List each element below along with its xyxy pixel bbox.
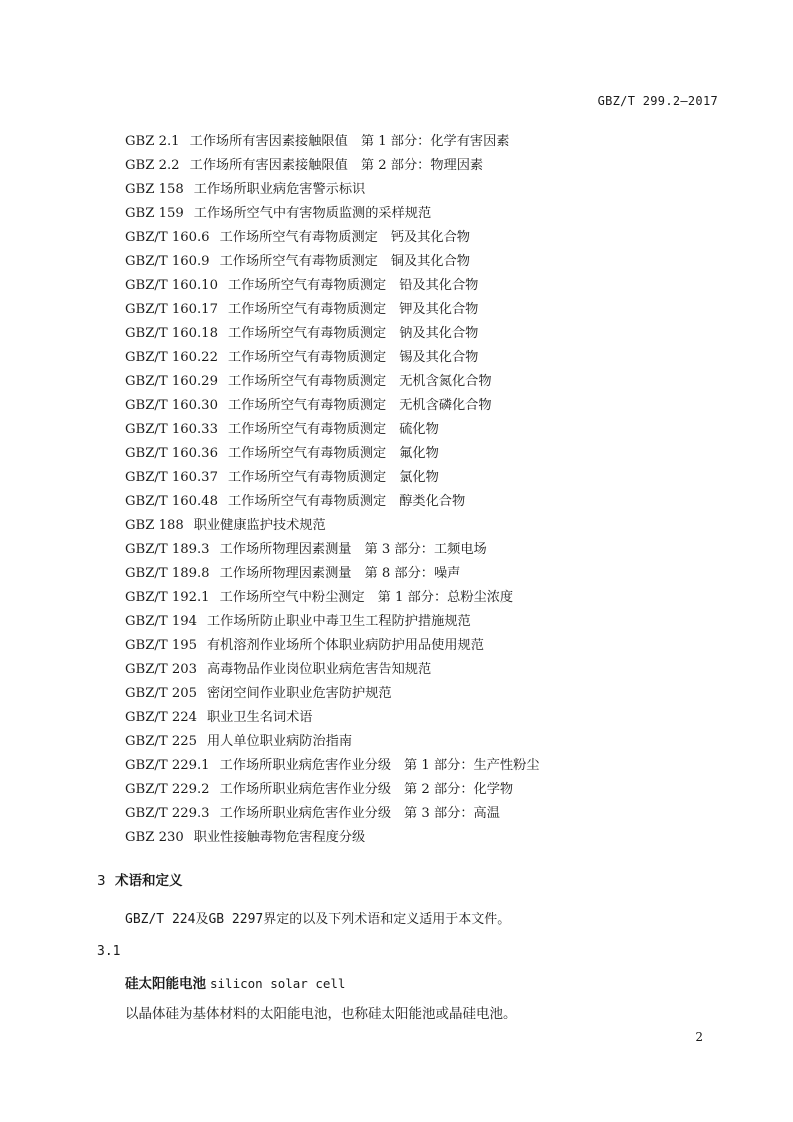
reference-title: 工作场所职业病危害警示标识 bbox=[193, 182, 366, 197]
reference-title: 职业健康监护技术规范 bbox=[193, 518, 326, 533]
reference-title: 工作场所物理因素测量 bbox=[219, 542, 352, 557]
page-number: 2 bbox=[695, 1030, 703, 1044]
reference-item bbox=[125, 490, 539, 514]
reference-title: 工作场所空气有毒物质测定 bbox=[219, 254, 378, 269]
reference-title: 高毒物品作业岗位职业病危害告知规范 bbox=[207, 662, 432, 677]
reference-title: 工作场所空气有毒物质测定 bbox=[227, 470, 387, 485]
reference-title: 工作场所职业病危害作业分级 bbox=[219, 806, 392, 821]
reference-title: 职业性接触毒物危害程度分级 bbox=[193, 830, 366, 845]
reference-subtitle: 钾及其化合物 bbox=[399, 302, 479, 317]
reference-item bbox=[125, 562, 539, 586]
reference-subtitle: 第 3 部分：工频电场 bbox=[364, 542, 487, 557]
reference-code: GBZ/T 189.3 bbox=[125, 542, 210, 557]
term-number: 3.1 bbox=[97, 944, 121, 959]
reference-code: GBZ/T 160.36 bbox=[125, 446, 218, 461]
reference-title: 工作场所有害因素接触限值 bbox=[189, 158, 348, 173]
reference-subtitle: 第 1 部分：总粉尘浓度 bbox=[377, 590, 514, 605]
reference-code: GBZ/T 160.37 bbox=[125, 470, 218, 485]
reference-item bbox=[125, 826, 539, 850]
intro-paragraph: GBZ/T 224及GB 2297界定的以及下列术语和定义适用于本文件。 bbox=[125, 912, 511, 927]
reference-item bbox=[125, 658, 539, 682]
reference-title: 工作场所空气有毒物质测定 bbox=[227, 374, 387, 389]
reference-code: GBZ 2.1 bbox=[125, 134, 180, 149]
term-name bbox=[125, 974, 345, 994]
reference-code: GBZ/T 160.17 bbox=[125, 302, 218, 317]
reference-item bbox=[125, 538, 539, 562]
reference-title: 密闭空间作业职业危害防护规范 bbox=[207, 686, 392, 701]
reference-code: GBZ/T 224 bbox=[125, 710, 197, 725]
reference-code: GBZ 230 bbox=[125, 830, 184, 845]
reference-title: 工作场所职业病危害作业分级 bbox=[219, 758, 392, 773]
reference-title: 工作场所物理因素测量 bbox=[219, 566, 352, 581]
reference-title: 工作场所空气有毒物质测定 bbox=[227, 278, 387, 293]
term-name-zh: 硅太阳能电池 bbox=[125, 976, 206, 992]
reference-item bbox=[125, 298, 539, 322]
reference-subtitle: 第 3 部分：高温 bbox=[404, 806, 500, 821]
reference-item bbox=[125, 706, 539, 730]
reference-code: GBZ/T 229.2 bbox=[125, 782, 210, 797]
reference-title: 工作场所空气有毒物质测定 bbox=[227, 398, 387, 413]
term-name-en: silicon solar cell bbox=[210, 976, 346, 991]
reference-title: 工作场所空气有毒物质测定 bbox=[227, 302, 387, 317]
reference-item bbox=[125, 226, 539, 250]
section-heading bbox=[97, 871, 183, 891]
reference-subtitle: 第 1 部分：化学有害因素 bbox=[360, 134, 510, 149]
reference-subtitle: 硫化物 bbox=[399, 422, 439, 437]
reference-item bbox=[125, 346, 539, 370]
reference-subtitle: 无机含磷化合物 bbox=[399, 398, 492, 413]
reference-item bbox=[125, 322, 539, 346]
reference-item bbox=[125, 418, 539, 442]
reference-code: GBZ 2.2 bbox=[125, 158, 180, 173]
reference-subtitle: 第 2 部分：化学物 bbox=[404, 782, 514, 797]
reference-item bbox=[125, 754, 539, 778]
reference-item bbox=[125, 130, 539, 154]
reference-title: 工作场所空气中有害物质监测的采样规范 bbox=[193, 206, 432, 221]
reference-code: GBZ/T 160.30 bbox=[125, 398, 218, 413]
reference-subtitle: 第 1 部分：生产性粉尘 bbox=[404, 758, 540, 773]
reference-title: 工作场所空气有毒物质测定 bbox=[227, 494, 387, 509]
reference-item bbox=[125, 394, 539, 418]
reference-item bbox=[125, 250, 539, 274]
reference-item bbox=[125, 802, 539, 826]
reference-item bbox=[125, 730, 539, 754]
reference-code: GBZ/T 160.48 bbox=[125, 494, 218, 509]
reference-subtitle: 氟化物 bbox=[399, 446, 439, 461]
reference-subtitle: 钠及其化合物 bbox=[399, 326, 479, 341]
reference-item bbox=[125, 442, 539, 466]
reference-code: GBZ/T 229.3 bbox=[125, 806, 210, 821]
reference-subtitle: 无机含氮化合物 bbox=[399, 374, 492, 389]
reference-code: GBZ 188 bbox=[125, 518, 184, 533]
reference-item bbox=[125, 154, 539, 178]
reference-item bbox=[125, 778, 539, 802]
reference-item bbox=[125, 178, 539, 202]
reference-item bbox=[125, 586, 539, 610]
reference-title: 职业卫生名词术语 bbox=[207, 710, 313, 725]
reference-title: 有机溶剂作业场所个体职业病防护用品使用规范 bbox=[207, 638, 484, 653]
reference-subtitle: 铜及其化合物 bbox=[390, 254, 470, 269]
reference-code: GBZ/T 203 bbox=[125, 662, 197, 677]
standard-code-header: GBZ/T 299.2—2017 bbox=[597, 94, 718, 108]
reference-title: 用人单位职业病防治指南 bbox=[207, 734, 353, 749]
reference-code: GBZ/T 160.9 bbox=[125, 254, 210, 269]
reference-code: GBZ/T 160.10 bbox=[125, 278, 218, 293]
reference-item bbox=[125, 274, 539, 298]
reference-code: GBZ/T 160.22 bbox=[125, 350, 218, 365]
reference-code: GBZ 158 bbox=[125, 182, 184, 197]
reference-item bbox=[125, 466, 539, 490]
reference-code: GBZ/T 205 bbox=[125, 686, 197, 701]
reference-subtitle: 氯化物 bbox=[399, 470, 439, 485]
reference-title: 工作场所空气有毒物质测定 bbox=[227, 446, 387, 461]
reference-title: 工作场所空气有毒物质测定 bbox=[227, 326, 387, 341]
reference-title: 工作场所职业病危害作业分级 bbox=[219, 782, 392, 797]
reference-subtitle: 钙及其化合物 bbox=[390, 230, 470, 245]
reference-subtitle: 铅及其化合物 bbox=[399, 278, 479, 293]
reference-item bbox=[125, 514, 539, 538]
reference-code: GBZ/T 225 bbox=[125, 734, 197, 749]
reference-item bbox=[125, 634, 539, 658]
section-number: 3 bbox=[97, 873, 106, 889]
term-definition: 以晶体硅为基体材料的太阳能电池，也称硅太阳能池或晶硅电池。 bbox=[125, 1006, 517, 1022]
reference-title: 工作场所空气有毒物质测定 bbox=[219, 230, 378, 245]
reference-subtitle: 醇类化合物 bbox=[399, 494, 466, 509]
reference-code: GBZ/T 192.1 bbox=[125, 590, 210, 605]
reference-code: GBZ/T 160.6 bbox=[125, 230, 210, 245]
reference-item bbox=[125, 682, 539, 706]
reference-title: 工作场所防止职业中毒卫生工程防护措施规范 bbox=[207, 614, 471, 629]
reference-code: GBZ/T 189.8 bbox=[125, 566, 210, 581]
reference-title: 工作场所空气中粉尘测定 bbox=[219, 590, 365, 605]
reference-code: GBZ/T 229.1 bbox=[125, 758, 210, 773]
reference-subtitle: 第 8 部分：噪声 bbox=[364, 566, 461, 581]
normative-references-list bbox=[125, 130, 539, 850]
reference-title: 工作场所空气有毒物质测定 bbox=[227, 422, 387, 437]
reference-subtitle: 锡及其化合物 bbox=[399, 350, 479, 365]
reference-code: GBZ/T 194 bbox=[125, 614, 197, 629]
reference-item bbox=[125, 610, 539, 634]
section-title: 术语和定义 bbox=[115, 873, 183, 889]
reference-title: 工作场所空气有毒物质测定 bbox=[227, 350, 387, 365]
reference-code: GBZ/T 195 bbox=[125, 638, 197, 653]
reference-item bbox=[125, 370, 539, 394]
reference-code: GBZ/T 160.33 bbox=[125, 422, 218, 437]
reference-subtitle: 第 2 部分：物理因素 bbox=[360, 158, 484, 173]
reference-item bbox=[125, 202, 539, 226]
reference-title: 工作场所有害因素接触限值 bbox=[189, 134, 348, 149]
reference-code: GBZ/T 160.18 bbox=[125, 326, 218, 341]
reference-code: GBZ/T 160.29 bbox=[125, 374, 218, 389]
reference-code: GBZ 159 bbox=[125, 206, 184, 221]
